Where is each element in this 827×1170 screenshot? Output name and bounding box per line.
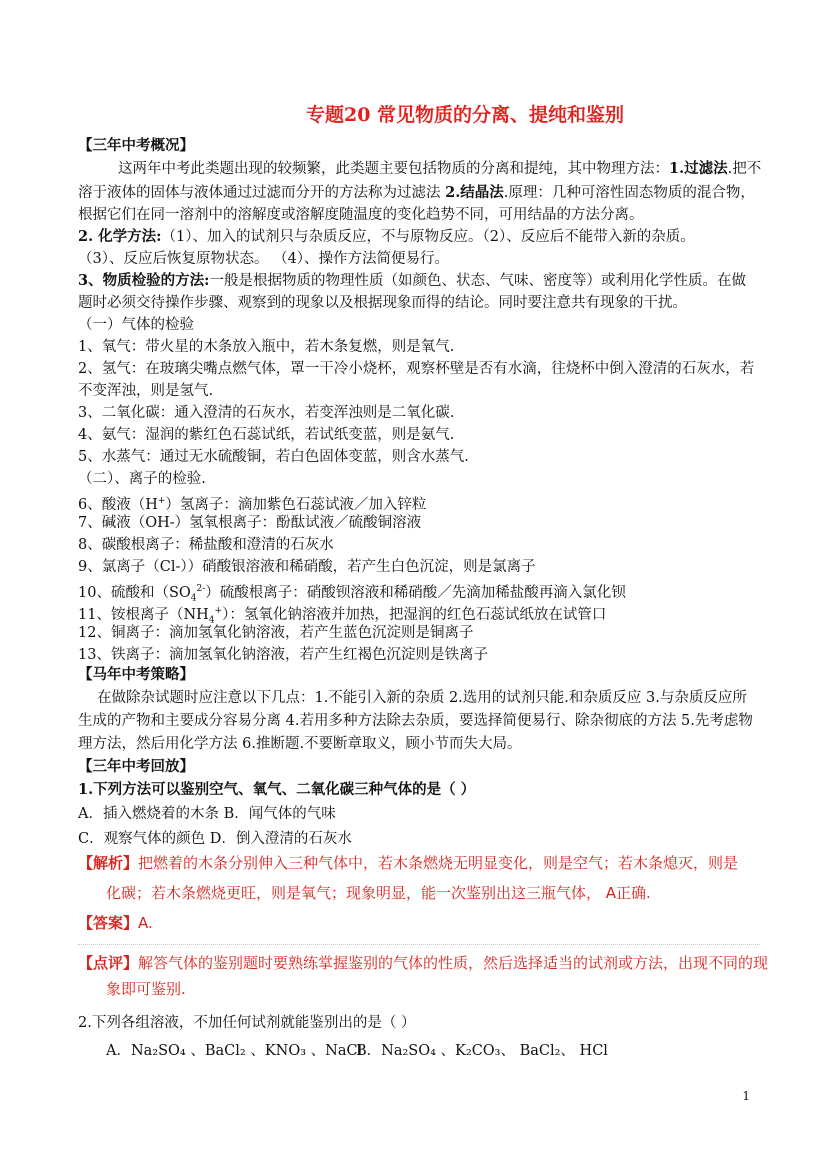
- gas-item: 不变浑浊，则是氢气.: [78, 383, 214, 399]
- question-1-options-ab: A．插入燃烧着的木条 B．闻气体的气味: [78, 806, 336, 822]
- ion-item: 7、碱液（OH-）氢氧根离子：酚酞试液／硫酸铜溶液: [78, 515, 422, 531]
- overview-line-1: 这两年中考此类题出现的较频繁，此类题主要包括物质的分离和提纯，其中物理方法：1.过滤法.把不: [118, 160, 762, 177]
- question-2-option-a: A．Na₂SO₄ 、BaCl₂ 、KNO₃ 、NaCl: [106, 1043, 363, 1059]
- ion-item: 12、铜离子：滴加氢氧化钠溶液，若产生蓝色沉淀则是铜离子: [78, 625, 474, 641]
- comment-line-2: 象即可鉴别.: [106, 980, 186, 998]
- page-title: 专题20 常见物质的分离、提纯和鉴别: [306, 104, 625, 126]
- section-heading-review: 【三年中考回放】: [78, 758, 194, 775]
- gas-item: 2、氢气：在玻璃尖嘴点燃气体，罩一干冷小烧杯，观察杯壁是否有水滴，往烧杯中倒入澄清的石灰水，若: [78, 361, 755, 377]
- gas-item: 4、氨气：湿润的紫红色石蕊试纸，若试纸变蓝，则是氨气.: [78, 427, 455, 443]
- ion-item: 6、酸液（H+）氢离子：滴加紫色石蕊试液／加入锌粒: [78, 496, 427, 513]
- section-heading-overview: 【三年中考概况】: [78, 137, 194, 154]
- overview-line-6: 3、物质检验的方法:一般是根据物质的物理性质（如颜色、状态、气味、密度等）或利用化学性质。在做: [78, 272, 746, 289]
- comment-line-1: 【点评】解答气体的鉴别题时要熟练掌握鉴别的气体的性质，然后选择适当的试剂或方法，出现不同的现: [78, 954, 769, 972]
- ion-item: 11、铵根离子$(NH_4^+)$：氢氧化钠溶液并加热，把湿润的红色石蕊试纸放在试管口: [78, 606, 607, 626]
- gas-heading: （一）气体的检验: [78, 317, 194, 333]
- gas-item: 1、氧气：带火星的木条放入瓶中，若木条复燃，则是氧气.: [78, 339, 455, 355]
- section-heading-strategy: 【马年中考策略】: [78, 666, 194, 683]
- ion-item: 10、硫酸和$(SO_4^{2-})$硫酸根离子：硝酸钡溶液和稀硝酸／先滴加稀盐酸再滴入氯化钡: [78, 584, 626, 604]
- question-2: 2.下列各组溶液，不加任何试剂就能鉴别出的是（ ）: [78, 1015, 416, 1031]
- ion-item: 13、铁离子：滴加氢氧化钠溶液，若产生红褐色沉淀则是铁离子: [78, 647, 488, 663]
- gas-item: 5、水蒸气：通过无水硫酸铜，若白色固体变蓝，则含水蒸气.: [78, 449, 469, 465]
- overview-line-7: 题时必须交待操作步骤、观察到的现象以及根据现象而得的结论。同时要注意共有现象的干扰。: [78, 295, 687, 311]
- overview-line-3: 根据它们在同一溶剂中的溶解度或溶解度随温度的变化趋势不同，可用结晶的方法分离。: [78, 207, 644, 223]
- strategy-line-3: 理方法，然后用化学方法 6.推断题.不要断章取义，顾小节而失大局。: [78, 736, 522, 752]
- dotted-divider: [78, 944, 760, 945]
- strategy-line-2: 生成的产物和主要成分容易分离 4.若用多种方法除去杂质，要选择简便易行、除杂彻底的方法 5.先考虑物: [78, 713, 753, 729]
- overview-line-2: 溶于液体的固体与液体通过过滤而分开的方法称为过滤法 2.结晶法.原理：几种可溶性固态物质的混合物，: [78, 184, 755, 201]
- analysis-line-1: 【解析】把燃着的木条分别伸入三种气体中，若木条燃烧无明显变化，则是空气；若木条熄灭，则是: [78, 854, 739, 872]
- ion-item: 8、碳酸根离子：稀盐酸和澄清的石灰水: [78, 537, 334, 553]
- question-1: 1.下列方法可以鉴别空气、氧气、二氧化碳三种气体的是（ ）: [78, 781, 476, 798]
- ion-item: 9、氯离子（Cl-））硝酸银溶液和稀硝酸，若产生白色沉淀，则是氯离子: [78, 559, 536, 575]
- gas-item: 3、二氧化碳：通入澄清的石灰水，若变浑浊则是二氧化碳.: [78, 405, 455, 421]
- answer-line: 【答案】A.: [78, 914, 153, 932]
- overview-line-4: 2. 化学方法:（1）、加入的试剂只与杂质反应，不与原物反应。（2）、反应后不能带入新的杂质。: [78, 228, 695, 245]
- strategy-line-1: 在做除杂试题时应注意以下几点：1.不能引入新的杂质 2.选用的试剂只能.和杂质反应 3.与杂质反应所: [97, 690, 747, 706]
- page-number: 1: [742, 1089, 750, 1103]
- overview-line-5: （3）、反应后恢复原物状态。 （4）、操作方法简便易行。: [78, 251, 450, 267]
- question-2-option-b: B．Na₂SO₄ 、K₂CO₃、 BaCl₂、 HCl: [356, 1043, 608, 1059]
- question-1-options-cd: C．观察气体的颜色 D．倒入澄清的石灰水: [78, 831, 352, 847]
- analysis-line-2: 化碳；若木条燃烧更旺，则是氧气；现象明显，能一次鉴别出这三瓶气体， A正确.: [106, 884, 651, 902]
- ion-heading: （二）、离子的检验.: [78, 471, 206, 487]
